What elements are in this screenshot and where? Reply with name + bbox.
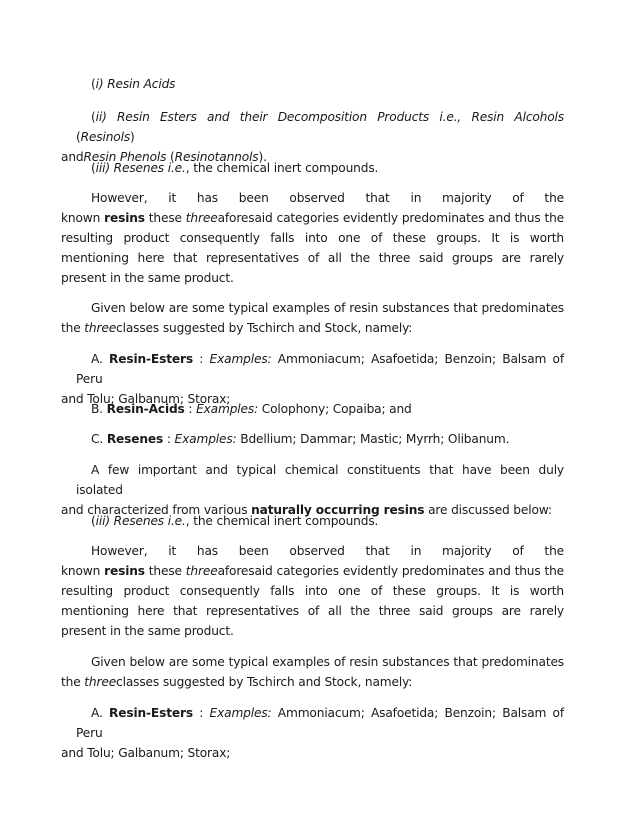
paragraph-given-below-repeat: Given below are some typical examples of resin substances that predominates the threeclasses suggested by Tschirch and Stock, namely: — [61, 655, 564, 689]
example-resin-esters-repeat: A. Resin-Esters : Examples: Ammoniacum; Asafoetida; Benzoin; Balsam of Peru and Tolu; Galbanum; Storax; — [61, 706, 565, 760]
paragraph-however: However, it has been observed that in majority of the known resins these threeaforesaid categories evidently predominates and thus the resulting product consequently falls into one of these groups. It is worth mentioning here that representatives of all the three said groups are rarely present in the same product. — [61, 191, 565, 285]
list-item-resin-acids: (i) Resin Acids — [91, 77, 176, 91]
list-item-resenes-repeat: (iii) Resenes i.e., the chemical inert compounds. — [91, 514, 379, 528]
example-resin-acids: B. Resin-Acids : Examples: Colophony; Copaiba; and — [91, 402, 412, 416]
paragraph-however-repeat: However, it has been observed that in majority of the known resins these threeaforesaid categories evidently predominates and thus the resulting product consequently falls into one of these groups. It is worth mentioning here that representatives of all the three said groups are rarely present in the same product. — [61, 544, 565, 638]
example-resin-esters: A. Resin-Esters : Examples: Ammoniacum; Asafoetida; Benzoin; Balsam of Peru and Tolu; Galbanum; Storax; — [61, 352, 565, 406]
paragraph-given-below: Given below are some typical examples of resin substances that predominates the threeclasses suggested by Tschirch and Stock, namely: — [61, 301, 564, 335]
example-resenes: C. Resenes : Examples: Bdellium; Dammar; Mastic; Myrrh; Olibanum. — [91, 432, 510, 446]
list-item-resin-esters: (ii) Resin Esters and their Decomposition Products i.e., Resin Alcohols (Resinols) andResin Phenols (Resinotannols). — [61, 110, 564, 164]
list-item-resenes: (iii) Resenes i.e., the chemical inert compounds. — [91, 161, 379, 175]
paragraph-constituents: A few important and typical chemical constituents that have been duly isolated and characterized from various naturally occurring resins are discussed below: — [61, 463, 564, 517]
